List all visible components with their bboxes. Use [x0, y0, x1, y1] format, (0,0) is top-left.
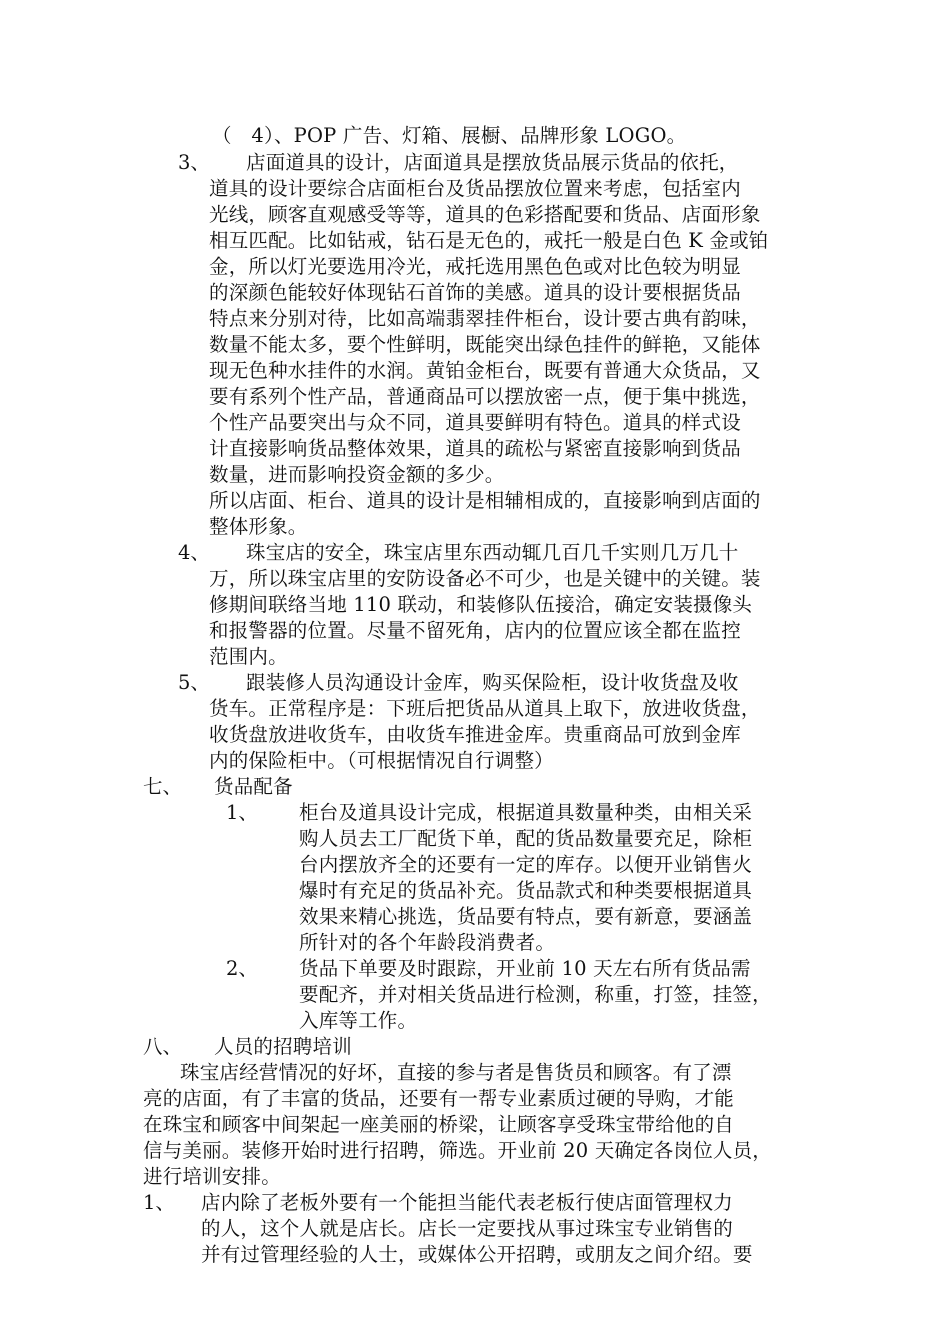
section-8-intro-line: 亮的店面，有了丰富的货品，还要有一帮专业素质过硬的导购，才能 — [143, 1087, 735, 1110]
sub-item-4-text: （ 4）、POP 广告、灯箱、展橱、品牌形象 LOGO。 — [212, 124, 687, 147]
section-7-item-1-line: 爆时有充足的货品补充。货品款式和种类要根据道具 — [299, 879, 753, 902]
item-5-line: 收货盘放进收货车，由收货车推进金库。贵重商品可放到金库 — [209, 723, 741, 746]
section-8-intro-line: 进行培训安排。 — [143, 1165, 281, 1188]
section-8-item-1-line: 的人，这个人就是店长。店长一定要找从事过珠宝专业销售的 — [201, 1217, 733, 1240]
section-8-title: 人员的招聘培训 — [214, 1035, 352, 1058]
item-4-line: 修期间联络当地 110 联动，和装修队伍接洽，确定安装摄像头 — [209, 593, 753, 616]
section-7-item-1-line: 效果来精心挑选，货品要有特点，要有新意，要涵盖 — [299, 905, 753, 928]
item-3-line: 个性产品要突出与众不同，道具要鲜明有特色。道具的样式设 — [209, 411, 741, 434]
section-8-item-1-line: 并有过管理经验的人士，或媒体公开招聘，或朋友之间介绍。要 — [201, 1243, 753, 1266]
section-8-item-1-line: 店内除了老板外要有一个能担当能代表老板行使店面管理权力 — [201, 1191, 733, 1214]
item-3-line: 的深颜色能较好体现钻石首饰的美感。道具的设计要根据货品 — [209, 281, 741, 304]
section-7-item-1-number: 1、 — [226, 801, 258, 824]
section-7-item-1-line: 台内摆放齐全的还要有一定的库存。以便开业销售火 — [299, 853, 753, 876]
section-8-item-1-number: 1、 — [143, 1191, 175, 1214]
item-3-line: 数量不能太多，要个性鲜明，既能突出绿色挂件的鲜艳，又能体 — [209, 333, 761, 356]
section-7-item-1-line: 所针对的各个年龄段消费者。 — [299, 931, 556, 954]
item-5-line: 跟装修人员沟通设计金库，购买保险柜，设计收货盘及收 — [246, 671, 739, 694]
section-7-item-2-number: 2、 — [226, 957, 258, 980]
item-3-line: 整体形象。 — [209, 515, 308, 538]
section-8-number: 八、 — [143, 1035, 183, 1058]
item-3-line: 要有系列个性产品，普通商品可以摆放密一点，便于集中挑选， — [209, 385, 761, 408]
item-4-line: 万，所以珠宝店里的安防设备必不可少，也是关键中的关键。装 — [209, 567, 761, 590]
item-3-line: 金，所以灯光要选用冷光，戒托选用黑色色或对比色较为明显 — [209, 255, 741, 278]
item-3-number: 3、 — [178, 151, 210, 174]
item-4-line: 和报警器的位置。尽量不留死角，店内的位置应该全都在监控 — [209, 619, 741, 642]
section-7-item-2-line: 入库等工作。 — [299, 1009, 418, 1032]
section-7-item-1-line: 购人员去工厂配货下单，配的货品数量要充足，除柜 — [299, 827, 753, 850]
section-7-number: 七、 — [143, 775, 183, 798]
item-5-line: 内的保险柜中。（可根据情况自行调整） — [209, 749, 554, 772]
section-8-intro-line: 在珠宝和顾客中间架起一座美丽的桥梁，让顾客享受珠宝带给他的自 — [143, 1113, 735, 1136]
item-3-line: 店面道具的设计，店面道具是摆放货品展示货品的依托， — [246, 151, 739, 174]
section-8-intro-line: 珠宝店经营情况的好坏，直接的参与者是售货员和顾客。有了漂 — [180, 1061, 732, 1084]
item-5-number: 5、 — [178, 671, 210, 694]
item-3-line: 特点来分别对待，比如高端翡翠挂件柜台，设计要古典有韵味， — [209, 307, 761, 330]
section-7-item-1-line: 柜台及道具设计完成，根据道具数量种类，由相关采 — [299, 801, 753, 824]
item-3-line: 数量，进而影响投资金额的多少。 — [209, 463, 505, 486]
item-3-line: 相互匹配。比如钻戒，钻石是无色的，戒托一般是白色 K 金或铂 — [209, 229, 769, 252]
item-5-line: 货车。正常程序是：下班后把货品从道具上取下，放进收货盘， — [209, 697, 761, 720]
item-4-line: 范围内。 — [209, 645, 288, 668]
section-8-intro-line: 信与美丽。装修开始时进行招聘，筛选。开业前 20 天确定各岗位人员， — [143, 1139, 773, 1162]
item-3-line: 现无色种水挂件的水润。黄铂金柜台，既要有普通大众货品，又 — [209, 359, 761, 382]
item-4-number: 4、 — [178, 541, 210, 564]
item-3-line: 所以店面、柜台、道具的设计是相辅相成的，直接影响到店面的 — [209, 489, 761, 512]
item-3-line: 道具的设计要综合店面柜台及货品摆放位置来考虑，包括室内 — [209, 177, 741, 200]
item-3-line: 计直接影响货品整体效果，道具的疏松与紧密直接影响到货品 — [209, 437, 741, 460]
item-4-line: 珠宝店的安全，珠宝店里东西动辄几百几千实则几万几十 — [246, 541, 739, 564]
item-3-line: 光线，顾客直观感受等等，道具的色彩搭配要和货品、店面形象 — [209, 203, 761, 226]
section-7-title: 货品配备 — [214, 775, 293, 798]
section-7-item-2-line: 要配齐，并对相关货品进行检测，称重，打签，挂签， — [299, 983, 772, 1006]
section-7-item-2-line: 货品下单要及时跟踪，开业前 10 天左右所有货品需 — [299, 957, 751, 980]
